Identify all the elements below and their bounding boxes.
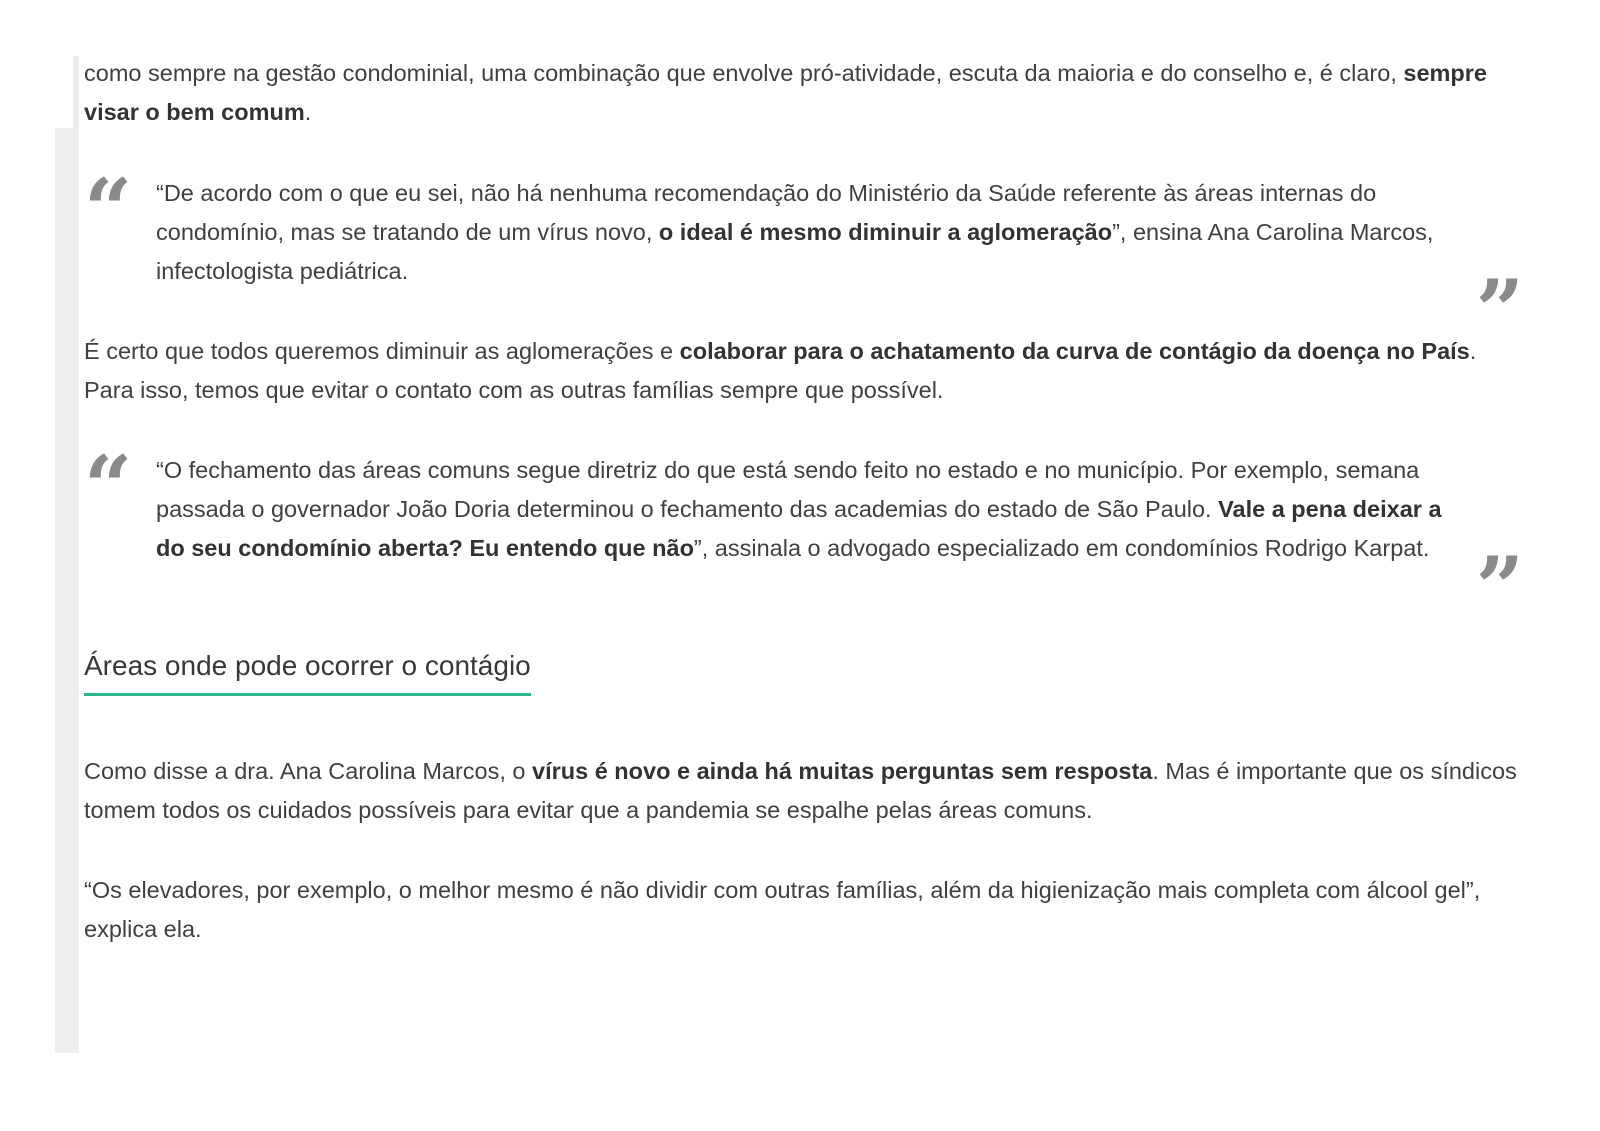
quote-text: “O fechamento das áreas comuns segue diretriz do que está sendo feito no estado e no município. Por exemplo, semana passada o governador João Doria determinou o fechamento das academias do estado de São Paulo. bbox=[156, 457, 1420, 522]
quote-bold: Vale a pena deixar a do seu condomínio aberta? Eu entendo que não bbox=[156, 496, 1442, 561]
left-rule-top bbox=[73, 56, 79, 128]
paragraph-text: . Para isso, temos que evitar o contato com as outras famílias sempre que possível. bbox=[84, 338, 1477, 403]
paragraph-virus-new bbox=[84, 752, 1524, 830]
quote-text: ”, ensina Ana Carolina Marcos, infectologista pediátrica. bbox=[156, 219, 1434, 284]
quote-bold: o ideal é mesmo diminuir a aglomeração bbox=[658, 219, 1113, 245]
paragraph-bold: sempre visar o bem comum bbox=[84, 60, 1487, 125]
paragraph-text: É certo que todos queremos diminuir as aglomerações e bbox=[84, 338, 680, 364]
quote-text: ”, assinala o advogado especializado em condomínios Rodrigo Karpat. bbox=[693, 535, 1430, 561]
section-heading-wrapper bbox=[84, 648, 1524, 696]
paragraph-elevators bbox=[84, 871, 1524, 949]
paragraph-text: como sempre na gestão condominial, uma combinação que envolve pró-atividade, escuta da maioria e do conselho e, é claro, bbox=[84, 60, 1404, 86]
left-rule bbox=[55, 128, 79, 1053]
paragraph-curve bbox=[84, 332, 1524, 410]
quote-text: “De acordo com o que eu sei, não há nenhuma recomendação do Ministério da Saúde referente às áreas internas do condomínio, mas se tratando de um vírus novo, bbox=[156, 180, 1377, 245]
paragraph-text: Como disse a dra. Ana Carolina Marcos, o bbox=[84, 758, 533, 784]
paragraph-intro-end bbox=[84, 54, 1524, 132]
blockquote-text bbox=[156, 174, 1454, 291]
paragraph-text: . bbox=[304, 99, 312, 125]
blockquote-lawyer bbox=[84, 437, 1524, 637]
article-body bbox=[84, 54, 1524, 949]
open-quote-icon: “ bbox=[84, 437, 133, 536]
open-quote-icon: “ bbox=[84, 160, 133, 259]
blockquote-text bbox=[156, 451, 1454, 568]
section-heading: Áreas onde pode ocorrer o contágio bbox=[84, 648, 531, 696]
paragraph-text: . Mas é importante que os síndicos tomem todos os cuidados possíveis para evitar que a pandemia se espalhe pelas áreas comuns. bbox=[84, 758, 1517, 823]
close-quote-icon: ” bbox=[1475, 261, 1524, 360]
close-quote-icon: ” bbox=[1475, 538, 1524, 637]
paragraph-bold: colaborar para o achatamento da curva de contágio da doença no País bbox=[679, 338, 1470, 364]
paragraph-text: “Os elevadores, por exemplo, o melhor mesmo é não dividir com outras famílias, além da higienização mais completa com álcool gel”, explica ela. bbox=[84, 877, 1481, 942]
paragraph-bold: vírus é novo e ainda há muitas perguntas sem resposta bbox=[532, 758, 1153, 784]
